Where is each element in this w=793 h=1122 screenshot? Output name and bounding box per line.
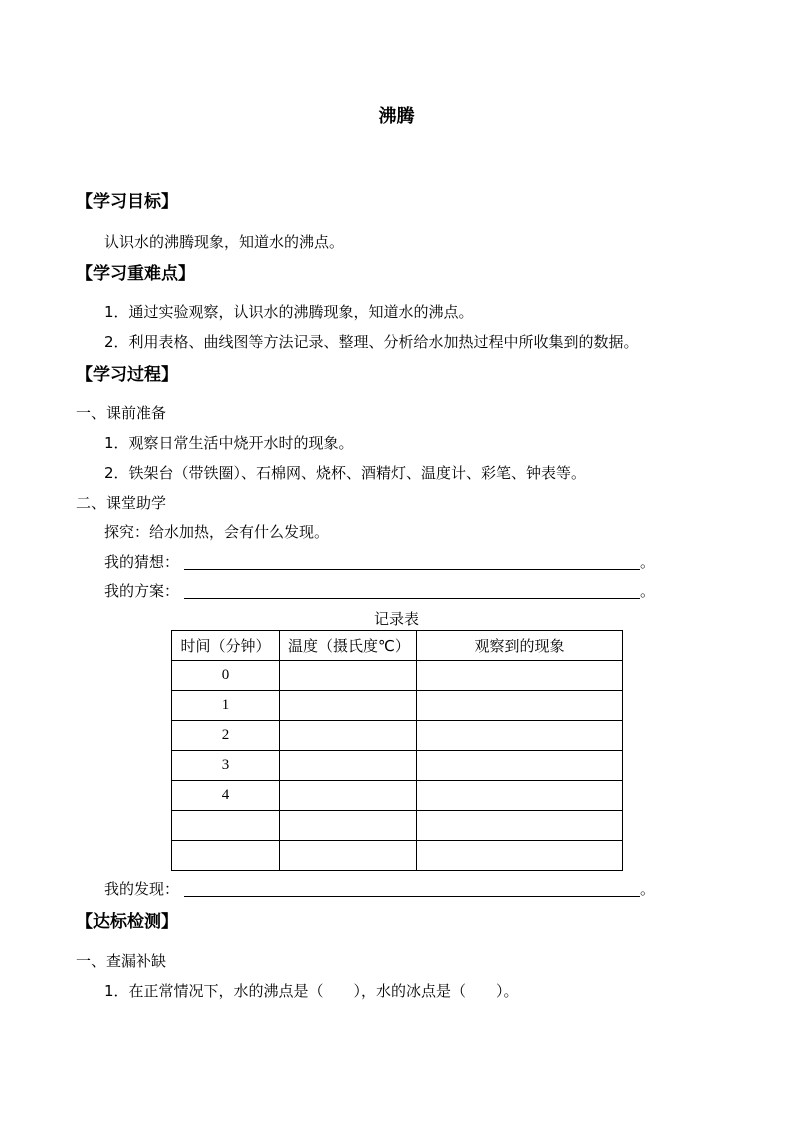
discovery-period: 。 — [640, 880, 656, 898]
temperature-cell[interactable] — [280, 841, 417, 871]
temperature-cell[interactable] — [280, 781, 417, 811]
temperature-cell[interactable] — [280, 661, 417, 691]
phenomenon-cell[interactable] — [417, 751, 623, 781]
part2-title: 二、课堂助学 — [76, 494, 167, 512]
table-row — [172, 841, 623, 871]
table-row — [172, 691, 623, 721]
key-point-2: 2．利用表格、曲线图等方法记录、整理、分析给水加热过程中所收集到的数据。 — [104, 333, 639, 351]
phenomenon-cell[interactable] — [417, 811, 623, 841]
plan-label: 我的方案： — [104, 582, 180, 600]
record-table — [171, 630, 623, 871]
phenomenon-cell[interactable] — [417, 841, 623, 871]
table-row — [172, 661, 623, 691]
temperature-cell[interactable] — [280, 691, 417, 721]
temperature-cell[interactable] — [280, 751, 417, 781]
time-cell: 3 — [172, 751, 280, 781]
phenomenon-cell[interactable] — [417, 781, 623, 811]
time-cell: 1 — [172, 691, 280, 721]
page-title: 沸腾 — [378, 106, 415, 127]
guess-label: 我的猜想： — [104, 553, 180, 571]
table-header-row — [172, 631, 623, 661]
prep-item-2: 2．铁架台（带铁圈）、石棉网、烧杯、酒精灯、温度计、彩笔、钟表等。 — [104, 464, 587, 482]
time-cell: 4 — [172, 781, 280, 811]
phenomenon-cell[interactable] — [417, 691, 623, 721]
temperature-cell[interactable] — [280, 811, 417, 841]
temperature-cell[interactable] — [280, 721, 417, 751]
guess-answer-line[interactable] — [184, 569, 640, 570]
header-temperature: 温度（摄氏度℃） — [280, 631, 417, 661]
discovery-answer-line[interactable] — [184, 896, 640, 897]
table-row — [172, 781, 623, 811]
table-row — [172, 811, 623, 841]
plan-answer-line[interactable] — [184, 598, 640, 599]
phenomenon-cell[interactable] — [417, 661, 623, 691]
time-cell[interactable] — [172, 841, 280, 871]
heading-assessment: 【达标检测】 — [76, 912, 178, 932]
key-point-1: 1．通过实验观察，认识水的沸腾现象，知道水的沸点。 — [104, 303, 474, 321]
header-phenomenon: 观察到的现象 — [417, 631, 623, 661]
heading-learning-process: 【学习过程】 — [76, 365, 178, 385]
discovery-label: 我的发现： — [104, 880, 180, 898]
heading-learning-goals: 【学习目标】 — [76, 192, 178, 212]
plan-period: 。 — [640, 582, 656, 600]
time-cell: 0 — [172, 661, 280, 691]
guess-period: 。 — [640, 553, 656, 571]
check-part1-title: 一、查漏补缺 — [76, 952, 167, 970]
heading-key-points: 【学习重难点】 — [76, 264, 195, 284]
prep-item-1: 1．观察日常生活中烧开水时的现象。 — [104, 434, 354, 452]
part1-title: 一、课前准备 — [76, 404, 167, 422]
header-time: 时间（分钟） — [172, 631, 280, 661]
table-row — [172, 751, 623, 781]
table-caption: 记录表 — [373, 610, 419, 628]
time-cell: 2 — [172, 721, 280, 751]
check-item-1: 1．在正常情况下，水的沸点是（ ），水的冰点是（ ）。 — [104, 982, 519, 1000]
table-row — [172, 721, 623, 751]
time-cell[interactable] — [172, 811, 280, 841]
phenomenon-cell[interactable] — [417, 721, 623, 751]
goals-text: 认识水的沸腾现象，知道水的沸点。 — [104, 233, 345, 251]
explore-text: 探究：给水加热，会有什么发现。 — [104, 523, 330, 541]
